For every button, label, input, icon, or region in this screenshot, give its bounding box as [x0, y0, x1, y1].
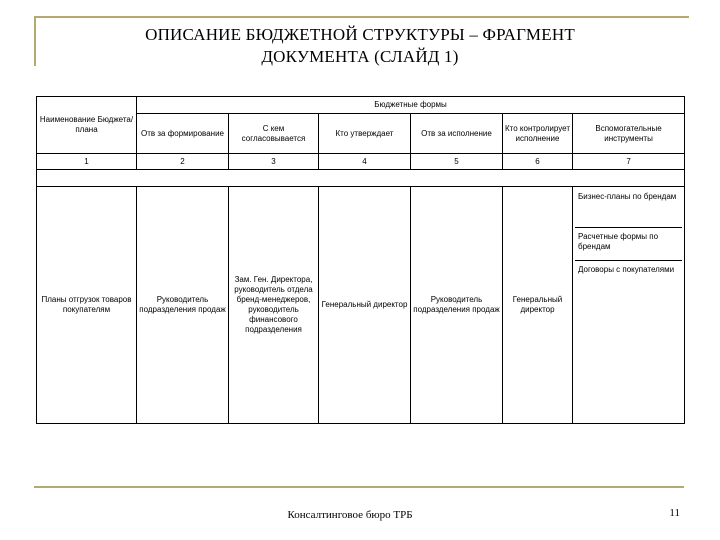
- header-approves: Кто утверждает: [319, 114, 411, 154]
- column-number: 1: [37, 154, 137, 170]
- cell-controls-execution: Генеральный директор: [503, 187, 573, 424]
- slide-title-line1: ОПИСАНИЕ БЮДЖЕТНОЙ СТРУКТУРЫ – ФРАГМЕНТ: [145, 25, 575, 44]
- title-left-rule: [34, 16, 36, 66]
- column-number: 3: [229, 154, 319, 170]
- column-number: 6: [503, 154, 573, 170]
- slide-title: [40, 24, 680, 68]
- aux-tool-item: Расчетные формы по брендам: [575, 228, 682, 261]
- header-controls-execution: Кто контролирует исполнение: [503, 114, 573, 154]
- header-aux-tools: Вспомогательные инструменты: [573, 114, 685, 154]
- footer-company: Консалтинговое бюро ТРБ: [287, 509, 413, 521]
- aux-tool-item: Бизнес-планы по брендам: [575, 188, 682, 228]
- budget-structure-table: [36, 96, 685, 424]
- header-budget-name: Наименование Бюджета/плана: [37, 97, 137, 154]
- column-number: 7: [573, 154, 685, 170]
- page-number: 11: [669, 507, 680, 519]
- header-responsible-formation: Отв за формирование: [137, 114, 229, 154]
- cell-budget-name: Планы отгрузок товаров покупателям: [37, 187, 137, 424]
- cell-responsible-execution: Руководитель подразделения продаж: [411, 187, 503, 424]
- column-number: 5: [411, 154, 503, 170]
- header-responsible-execution: Отв за исполнение: [411, 114, 503, 154]
- title-top-rule: [34, 16, 689, 18]
- cell-responsible-formation: Руководитель подразделения продаж: [137, 187, 229, 424]
- slide-title-line2: ДОКУМЕНТА (СЛАЙД 1): [261, 47, 459, 66]
- table-row: [37, 187, 685, 424]
- cell-agreed-with: Зам. Ген. Директора, руководитель отдела бренд-менеджеров, руководитель финансового подразделения: [229, 187, 319, 424]
- header-budget-forms: Бюджетные формы: [137, 97, 685, 114]
- blank-separator-row: [37, 170, 685, 187]
- column-number: 2: [137, 154, 229, 170]
- footer-rule: [34, 486, 684, 488]
- aux-tool-item: Договоры с покупателями: [578, 265, 675, 274]
- column-number: 4: [319, 154, 411, 170]
- header-agreed-with: С кем согласовывается: [229, 114, 319, 154]
- cell-approves: Генеральный директор: [319, 187, 411, 424]
- cell-aux-tools: [573, 187, 685, 424]
